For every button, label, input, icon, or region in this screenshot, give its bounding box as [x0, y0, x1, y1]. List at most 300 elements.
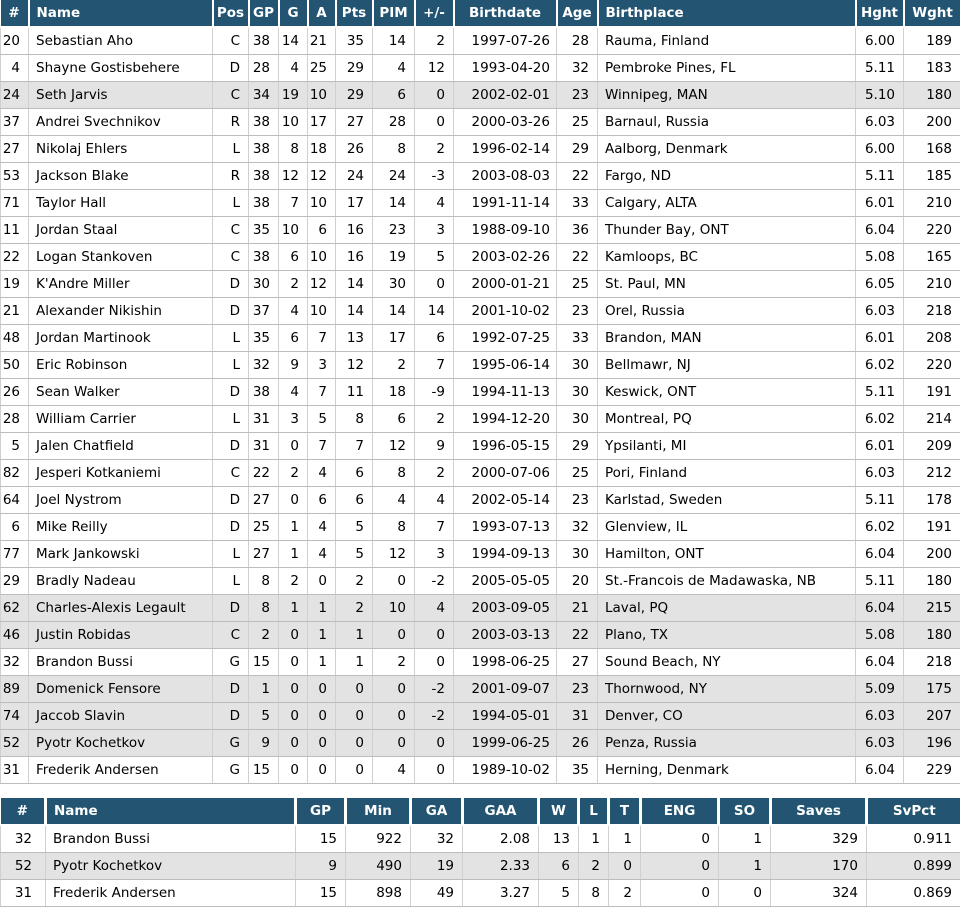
skaters-cell-hght: 5.10 — [856, 82, 904, 109]
skaters-cell-pim: 8 — [373, 514, 415, 541]
skaters-cell-+-: 7 — [415, 514, 454, 541]
skaters-cell-g: 14 — [279, 27, 308, 55]
skaters-cell-pim: 14 — [373, 298, 415, 325]
skaters-cell-g: 10 — [279, 109, 308, 136]
skaters-cell-birthplace: Denver, CO — [598, 703, 856, 730]
skaters-cell-pos: C — [213, 27, 249, 55]
skaters-cell-birthdate: 1994-11-13 — [454, 379, 557, 406]
skaters-cell-wght: 168 — [904, 136, 960, 163]
skaters-cell-pts: 13 — [336, 325, 373, 352]
skaters-cell-age: 20 — [557, 568, 598, 595]
skaters-cell-birthplace: Herning, Denmark — [598, 757, 856, 784]
skaters-cell-birthdate: 1991-11-14 — [454, 190, 557, 217]
skaters-cell-gp: 34 — [249, 82, 279, 109]
goalies-cell-ga: 19 — [411, 853, 463, 880]
skaters-cell-+-: -2 — [415, 703, 454, 730]
goalies-col-header-min: Min — [346, 798, 411, 825]
skaters-cell-g: 1 — [279, 541, 308, 568]
skaters-cell-g: 0 — [279, 433, 308, 460]
skaters-cell-+-: 7 — [415, 352, 454, 379]
skaters-table-row — [1, 622, 960, 649]
skaters-cell-birthplace: Winnipeg, MAN — [598, 82, 856, 109]
skaters-cell-name: Brandon Bussi — [29, 649, 213, 676]
skaters-cell-name: Jalen Chatfield — [29, 433, 213, 460]
skaters-cell-+-: 3 — [415, 217, 454, 244]
skaters-cell-: 48 — [1, 325, 29, 352]
skaters-table-row — [1, 676, 960, 703]
goalies-cell-gaa: 2.33 — [463, 853, 539, 880]
skaters-cell-birthdate: 1999-06-25 — [454, 730, 557, 757]
skaters-cell-gp: 35 — [249, 325, 279, 352]
skaters-cell-g: 6 — [279, 325, 308, 352]
skaters-cell-birthplace: Plano, TX — [598, 622, 856, 649]
skaters-cell-name: Andrei Svechnikov — [29, 109, 213, 136]
skaters-cell-pts: 5 — [336, 514, 373, 541]
skaters-cell-a: 12 — [308, 163, 336, 190]
skaters-cell-g: 2 — [279, 568, 308, 595]
skaters-cell-+-: 2 — [415, 406, 454, 433]
skaters-cell-: 50 — [1, 352, 29, 379]
skaters-cell-pos: D — [213, 298, 249, 325]
skaters-cell-birthdate: 1995-06-14 — [454, 352, 557, 379]
skaters-cell-pts: 1 — [336, 622, 373, 649]
skaters-cell-birthplace: Bellmawr, NJ — [598, 352, 856, 379]
skaters-cell-pim: 12 — [373, 433, 415, 460]
skaters-cell-pim: 0 — [373, 730, 415, 757]
skaters-cell-wght: 178 — [904, 487, 960, 514]
skaters-cell-pim: 0 — [373, 568, 415, 595]
skaters-cell-pts: 7 — [336, 433, 373, 460]
skaters-cell-pos: D — [213, 433, 249, 460]
skaters-cell-gp: 27 — [249, 541, 279, 568]
skaters-cell-: 31 — [1, 757, 29, 784]
skaters-table-row — [1, 136, 960, 163]
skaters-cell-age: 23 — [557, 82, 598, 109]
skaters-cell-pos: L — [213, 541, 249, 568]
skaters-cell-birthplace: Brandon, MAN — [598, 325, 856, 352]
skaters-cell-age: 29 — [557, 433, 598, 460]
skaters-cell-wght: 200 — [904, 109, 960, 136]
skaters-cell-: 53 — [1, 163, 29, 190]
skaters-cell-g: 4 — [279, 55, 308, 82]
skaters-cell-pts: 16 — [336, 244, 373, 271]
skaters-cell-pos: D — [213, 514, 249, 541]
skaters-cell-birthdate: 2000-07-06 — [454, 460, 557, 487]
skaters-cell-pos: D — [213, 487, 249, 514]
skaters-cell-: 26 — [1, 379, 29, 406]
goalies-cell-t: 1 — [609, 825, 641, 853]
skaters-cell-pos: L — [213, 325, 249, 352]
skaters-cell-wght: 229 — [904, 757, 960, 784]
skaters-cell-name: William Carrier — [29, 406, 213, 433]
skaters-cell-birthplace: Rauma, Finland — [598, 27, 856, 55]
skaters-cell-hght: 6.00 — [856, 136, 904, 163]
skaters-table-row — [1, 352, 960, 379]
skaters-cell-pim: 23 — [373, 217, 415, 244]
skaters-cell-wght: 180 — [904, 82, 960, 109]
skaters-cell-pos: C — [213, 460, 249, 487]
skaters-cell-gp: 32 — [249, 352, 279, 379]
skaters-cell-pts: 2 — [336, 568, 373, 595]
skaters-cell-g: 12 — [279, 163, 308, 190]
skaters-cell-pts: 6 — [336, 460, 373, 487]
skaters-cell-hght: 5.08 — [856, 244, 904, 271]
goalies-cell-name: Pyotr Kochetkov — [46, 853, 296, 880]
skaters-cell-gp: 31 — [249, 433, 279, 460]
skaters-cell-hght: 5.11 — [856, 379, 904, 406]
goalies-cell-: 52 — [1, 853, 46, 880]
skaters-cell-pim: 2 — [373, 352, 415, 379]
goalies-cell-name: Brandon Bussi — [46, 825, 296, 853]
skaters-cell-: 4 — [1, 55, 29, 82]
skaters-cell-gp: 38 — [249, 163, 279, 190]
skaters-cell-pim: 6 — [373, 406, 415, 433]
skaters-col-header-pim: PIM — [373, 0, 415, 27]
skaters-cell-pim: 0 — [373, 703, 415, 730]
skaters-cell-pts: 27 — [336, 109, 373, 136]
goalies-cell-svpct: 0.869 — [867, 880, 960, 907]
skaters-cell-age: 29 — [557, 136, 598, 163]
skaters-cell-birthdate: 1997-07-26 — [454, 27, 557, 55]
skaters-cell-birthdate: 1998-06-25 — [454, 649, 557, 676]
skaters-cell-hght: 6.03 — [856, 298, 904, 325]
skaters-cell-: 28 — [1, 406, 29, 433]
skaters-cell-pim: 24 — [373, 163, 415, 190]
skaters-cell-name: Shayne Gostisbehere — [29, 55, 213, 82]
skaters-cell-age: 27 — [557, 649, 598, 676]
goalies-cell-name: Frederik Andersen — [46, 880, 296, 907]
goalies-col-header-gaa: GAA — [463, 798, 539, 825]
skaters-cell-pos: L — [213, 136, 249, 163]
skaters-col-header-birthplace: Birthplace — [598, 0, 856, 27]
skaters-cell-pim: 4 — [373, 55, 415, 82]
skaters-cell-birthdate: 2003-09-05 — [454, 595, 557, 622]
skaters-cell-hght: 5.11 — [856, 55, 904, 82]
skaters-cell-age: 36 — [557, 217, 598, 244]
skaters-cell-pts: 26 — [336, 136, 373, 163]
skaters-cell-gp: 38 — [249, 27, 279, 55]
skaters-cell-gp: 25 — [249, 514, 279, 541]
skaters-cell-pim: 28 — [373, 109, 415, 136]
goalies-cell-so: 0 — [719, 880, 771, 907]
skaters-cell-age: 22 — [557, 163, 598, 190]
skaters-cell-name: Joel Nystrom — [29, 487, 213, 514]
skaters-cell-g: 6 — [279, 244, 308, 271]
skaters-cell-birthdate: 2003-08-03 — [454, 163, 557, 190]
skaters-cell-pts: 14 — [336, 271, 373, 298]
skaters-cell-+-: 0 — [415, 622, 454, 649]
skaters-cell-age: 22 — [557, 244, 598, 271]
skaters-cell-gp: 1 — [249, 676, 279, 703]
skaters-cell-birthplace: Montreal, PQ — [598, 406, 856, 433]
skaters-cell-hght: 6.01 — [856, 433, 904, 460]
skaters-table-row — [1, 27, 960, 55]
skaters-cell-birthplace: Fargo, ND — [598, 163, 856, 190]
skaters-cell-birthplace: Calgary, ALTA — [598, 190, 856, 217]
skaters-cell-birthdate: 2001-10-02 — [454, 298, 557, 325]
skaters-cell-+-: 6 — [415, 325, 454, 352]
skaters-cell-pim: 14 — [373, 27, 415, 55]
skaters-cell-birthplace: Thunder Bay, ONT — [598, 217, 856, 244]
skaters-cell-age: 30 — [557, 352, 598, 379]
skaters-cell-age: 26 — [557, 730, 598, 757]
skaters-cell-pim: 18 — [373, 379, 415, 406]
skaters-cell-wght: 218 — [904, 298, 960, 325]
skaters-cell-birthdate: 1992-07-25 — [454, 325, 557, 352]
skaters-cell-age: 25 — [557, 460, 598, 487]
skaters-cell-wght: 200 — [904, 541, 960, 568]
goalies-cell-saves: 324 — [771, 880, 867, 907]
skaters-table-row — [1, 460, 960, 487]
skaters-cell-pos: G — [213, 757, 249, 784]
skaters-cell-hght: 6.02 — [856, 514, 904, 541]
skaters-cell-wght: 220 — [904, 217, 960, 244]
skaters-cell-g: 7 — [279, 190, 308, 217]
skaters-cell-+-: 2 — [415, 27, 454, 55]
skaters-cell-: 89 — [1, 676, 29, 703]
skaters-cell-pos: D — [213, 379, 249, 406]
skaters-cell-: 64 — [1, 487, 29, 514]
skaters-col-header-birthdate: Birthdate — [454, 0, 557, 27]
skaters-cell-wght: 180 — [904, 622, 960, 649]
skaters-cell-hght: 5.11 — [856, 163, 904, 190]
skaters-table-row — [1, 595, 960, 622]
goalies-body — [1, 825, 960, 907]
skaters-cell-+-: 4 — [415, 595, 454, 622]
skaters-col-header-gp: GP — [249, 0, 279, 27]
skaters-cell-+-: 12 — [415, 55, 454, 82]
goalies-cell-w: 13 — [539, 825, 579, 853]
skaters-cell-+-: 9 — [415, 433, 454, 460]
skaters-col-header-name: Name — [29, 0, 213, 27]
goalies-cell-svpct: 0.899 — [867, 853, 960, 880]
skaters-cell-birthdate: 2002-02-01 — [454, 82, 557, 109]
skaters-cell-pos: D — [213, 595, 249, 622]
skaters-cell-a: 7 — [308, 379, 336, 406]
skaters-cell-gp: 38 — [249, 190, 279, 217]
skaters-cell-a: 1 — [308, 595, 336, 622]
skaters-cell-a: 12 — [308, 271, 336, 298]
skaters-cell-birthplace: Kamloops, BC — [598, 244, 856, 271]
goalies-col-header-name: Name — [46, 798, 296, 825]
skaters-cell-birthdate: 1989-10-02 — [454, 757, 557, 784]
skaters-cell-pos: C — [213, 244, 249, 271]
skaters-table-row — [1, 649, 960, 676]
skaters-cell-pts: 24 — [336, 163, 373, 190]
skaters-cell-+-: 3 — [415, 541, 454, 568]
skaters-cell-a: 7 — [308, 325, 336, 352]
skaters-cell-+-: 14 — [415, 298, 454, 325]
skaters-cell-+-: 0 — [415, 109, 454, 136]
skaters-col-header-: # — [1, 0, 29, 27]
skaters-cell-g: 4 — [279, 379, 308, 406]
skaters-cell-gp: 37 — [249, 298, 279, 325]
goalies-table — [0, 798, 960, 907]
skaters-cell-age: 25 — [557, 271, 598, 298]
skaters-cell-name: Jesperi Kotkaniemi — [29, 460, 213, 487]
skaters-cell-pts: 29 — [336, 55, 373, 82]
skaters-cell-birthplace: Thornwood, NY — [598, 676, 856, 703]
skaters-cell-: 77 — [1, 541, 29, 568]
skaters-cell-pts: 0 — [336, 676, 373, 703]
skaters-cell-birthplace: Sound Beach, NY — [598, 649, 856, 676]
skaters-cell-g: 19 — [279, 82, 308, 109]
skaters-cell-g: 1 — [279, 514, 308, 541]
skaters-cell-gp: 15 — [249, 649, 279, 676]
skaters-cell-birthdate: 1994-09-13 — [454, 541, 557, 568]
skaters-cell-hght: 6.01 — [856, 325, 904, 352]
skaters-cell-pim: 4 — [373, 757, 415, 784]
skaters-cell-a: 0 — [308, 568, 336, 595]
skaters-cell-g: 0 — [279, 757, 308, 784]
skaters-cell-birthdate: 2003-03-13 — [454, 622, 557, 649]
skaters-cell-age: 32 — [557, 55, 598, 82]
table-gap — [0, 784, 960, 798]
skaters-cell-a: 5 — [308, 406, 336, 433]
skaters-cell-a: 10 — [308, 82, 336, 109]
goalies-cell-: 32 — [1, 825, 46, 853]
skaters-cell-pos: D — [213, 271, 249, 298]
skaters-cell-pts: 35 — [336, 27, 373, 55]
skaters-col-header-pos: Pos — [213, 0, 249, 27]
skaters-table-row — [1, 568, 960, 595]
skaters-cell-: 62 — [1, 595, 29, 622]
skaters-cell-gp: 27 — [249, 487, 279, 514]
skaters-cell-birthplace: Pori, Finland — [598, 460, 856, 487]
skaters-cell-gp: 38 — [249, 109, 279, 136]
skaters-cell-hght: 6.04 — [856, 595, 904, 622]
skaters-cell-hght: 5.11 — [856, 487, 904, 514]
skaters-cell-gp: 35 — [249, 217, 279, 244]
skaters-cell-wght: 180 — [904, 568, 960, 595]
skaters-cell-hght: 6.03 — [856, 730, 904, 757]
skaters-cell-birthdate: 1993-04-20 — [454, 55, 557, 82]
skaters-cell-: 5 — [1, 433, 29, 460]
skaters-cell-pos: C — [213, 82, 249, 109]
skaters-cell-wght: 210 — [904, 190, 960, 217]
skaters-cell-name: Seth Jarvis — [29, 82, 213, 109]
skaters-cell-a: 10 — [308, 190, 336, 217]
skaters-cell-pim: 8 — [373, 136, 415, 163]
skaters-cell-birthdate: 1988-09-10 — [454, 217, 557, 244]
skaters-table-row — [1, 82, 960, 109]
skaters-cell-hght: 6.02 — [856, 352, 904, 379]
skaters-cell-wght: 207 — [904, 703, 960, 730]
skaters-cell-g: 0 — [279, 676, 308, 703]
skaters-cell-birthdate: 2000-03-26 — [454, 109, 557, 136]
skaters-table-row — [1, 757, 960, 784]
goalies-cell-w: 5 — [539, 880, 579, 907]
skaters-cell-pos: D — [213, 676, 249, 703]
skaters-cell-birthplace: Hamilton, ONT — [598, 541, 856, 568]
skaters-cell-pos: C — [213, 217, 249, 244]
skaters-cell-wght: 196 — [904, 730, 960, 757]
skaters-cell-birthplace: Keswick, ONT — [598, 379, 856, 406]
skaters-table-row — [1, 190, 960, 217]
skaters-cell-gp: 38 — [249, 136, 279, 163]
skaters-cell-hght: 6.03 — [856, 109, 904, 136]
skaters-cell-pos: G — [213, 649, 249, 676]
skaters-table-row — [1, 514, 960, 541]
skaters-table-row — [1, 217, 960, 244]
skaters-cell-a: 10 — [308, 298, 336, 325]
skaters-cell-+-: 2 — [415, 460, 454, 487]
skaters-cell-g: 0 — [279, 487, 308, 514]
skaters-cell-pim: 8 — [373, 460, 415, 487]
skaters-table-row — [1, 244, 960, 271]
goalies-col-header-l: L — [579, 798, 609, 825]
skaters-cell-name: K'Andre Miller — [29, 271, 213, 298]
skaters-cell-birthdate: 1996-02-14 — [454, 136, 557, 163]
skaters-cell-a: 25 — [308, 55, 336, 82]
skaters-cell-g: 1 — [279, 595, 308, 622]
goalies-col-header-w: W — [539, 798, 579, 825]
skaters-cell-name: Jackson Blake — [29, 163, 213, 190]
skaters-cell-pos: D — [213, 703, 249, 730]
skaters-cell-+-: -2 — [415, 676, 454, 703]
skaters-cell-hght: 5.11 — [856, 568, 904, 595]
skaters-cell-gp: 15 — [249, 757, 279, 784]
skaters-cell-g: 0 — [279, 703, 308, 730]
goalies-col-header-: # — [1, 798, 46, 825]
skaters-cell-pim: 14 — [373, 190, 415, 217]
skaters-cell-age: 23 — [557, 487, 598, 514]
skaters-cell-birthdate: 2002-05-14 — [454, 487, 557, 514]
skaters-col-header-hght: Hght — [856, 0, 904, 27]
skaters-cell-g: 0 — [279, 730, 308, 757]
skaters-cell-name: Sean Walker — [29, 379, 213, 406]
skaters-cell-pts: 11 — [336, 379, 373, 406]
skaters-cell-birthplace: St.-Francois de Madawaska, NB — [598, 568, 856, 595]
skaters-cell-a: 0 — [308, 757, 336, 784]
goalies-cell-eng: 0 — [641, 853, 719, 880]
goalies-col-header-eng: ENG — [641, 798, 719, 825]
goalies-table-row — [1, 825, 960, 853]
skaters-cell-pts: 0 — [336, 703, 373, 730]
skaters-cell-birthdate: 2003-02-26 — [454, 244, 557, 271]
skaters-table-row — [1, 379, 960, 406]
skaters-col-header-g: G — [279, 0, 308, 27]
skaters-cell-+-: 0 — [415, 82, 454, 109]
skaters-cell-hght: 6.04 — [856, 649, 904, 676]
skaters-cell-g: 0 — [279, 649, 308, 676]
skaters-cell-birthdate: 2000-01-21 — [454, 271, 557, 298]
skaters-cell-pos: R — [213, 109, 249, 136]
skaters-cell-+-: 5 — [415, 244, 454, 271]
skaters-cell-a: 18 — [308, 136, 336, 163]
skaters-cell-name: Sebastian Aho — [29, 27, 213, 55]
skaters-cell-+-: -9 — [415, 379, 454, 406]
skaters-col-header-+-: +/- — [415, 0, 454, 27]
skaters-cell-birthplace: Ypsilanti, MI — [598, 433, 856, 460]
skaters-cell-age: 32 — [557, 514, 598, 541]
skaters-header-row — [1, 0, 960, 27]
skaters-cell-g: 3 — [279, 406, 308, 433]
skaters-cell-g: 8 — [279, 136, 308, 163]
skaters-cell-a: 0 — [308, 730, 336, 757]
skaters-cell-wght: 191 — [904, 379, 960, 406]
skaters-cell-+-: 0 — [415, 649, 454, 676]
skaters-cell-g: 2 — [279, 460, 308, 487]
skaters-cell-hght: 5.09 — [856, 676, 904, 703]
skaters-cell-hght: 6.04 — [856, 757, 904, 784]
skaters-cell-+-: 0 — [415, 730, 454, 757]
skaters-cell-g: 9 — [279, 352, 308, 379]
skaters-cell-age: 31 — [557, 703, 598, 730]
goalies-cell-gp: 15 — [296, 880, 346, 907]
skaters-cell-gp: 8 — [249, 595, 279, 622]
skaters-cell-pim: 30 — [373, 271, 415, 298]
